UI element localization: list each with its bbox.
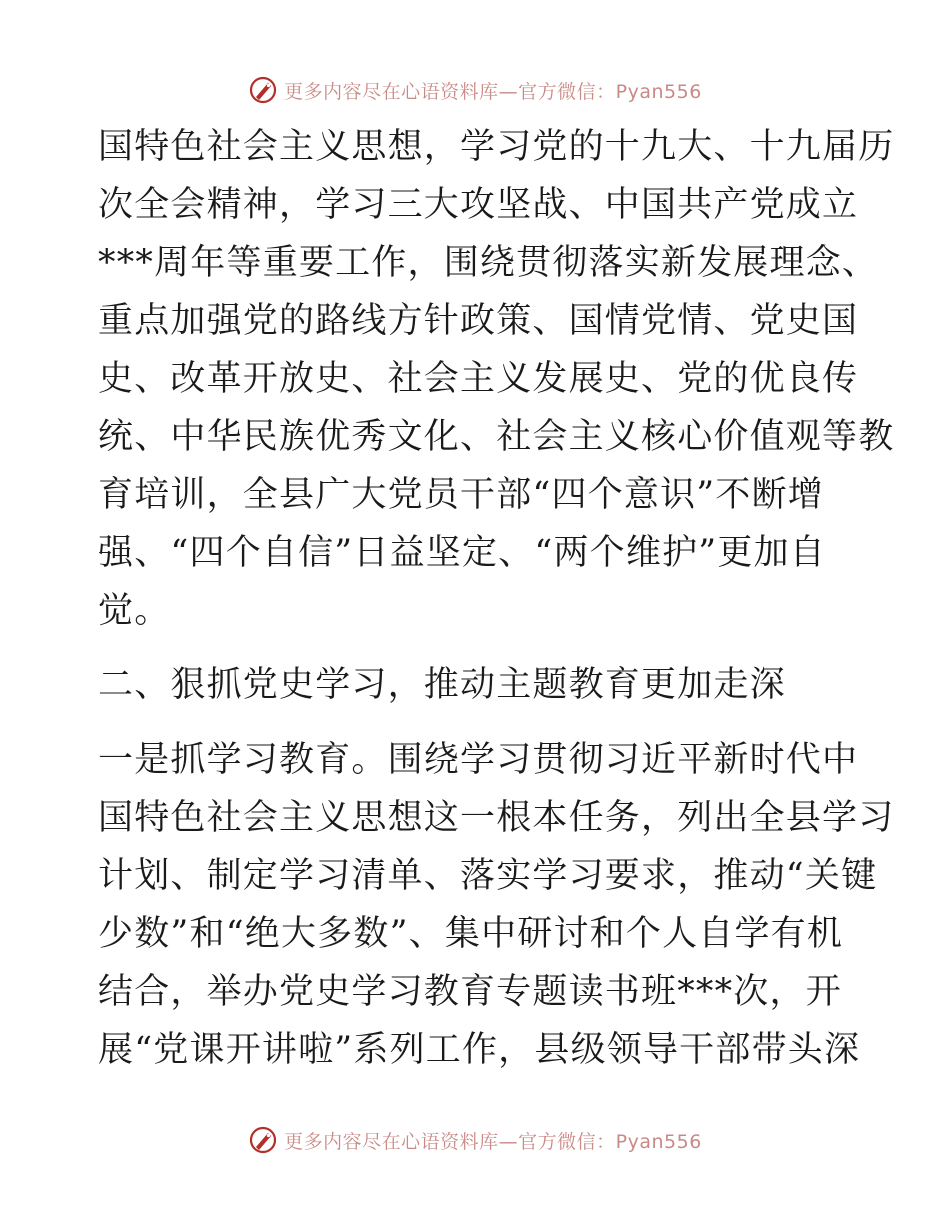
header-watermark bbox=[0, 70, 950, 110]
text-line: 育培训，全县广大党员干部“四个意识”不断增 bbox=[98, 475, 824, 515]
pen-logo-icon bbox=[248, 1125, 278, 1155]
footer-watermark bbox=[0, 1120, 950, 1160]
section-heading: 二、狠抓党史学习，推动主题教育更加走深 bbox=[98, 665, 786, 705]
watermark-text: 更多内容尽在心语资料库—官方微信：Pyan556 bbox=[284, 80, 702, 103]
text-line: 计划、制定学习清单、落实学习要求，推动“关键 bbox=[98, 856, 878, 896]
text-line: 史、改革开放史、社会主义发展史、党的优良传 bbox=[98, 359, 859, 399]
text-line: 少数”和“绝大多数”、集中研讨和个人自学有机 bbox=[98, 914, 844, 954]
text-line: 国特色社会主义思想这一根本任务，列出全县学习 bbox=[98, 798, 895, 838]
text-line: 结合，举办党史学习教育专题读书班***次，开 bbox=[98, 972, 842, 1012]
text-line: 一是抓学习教育。围绕学习贯彻习近平新时代中 bbox=[98, 740, 859, 780]
text-line: 重点加强党的路线方针政策、国情党情、党史国 bbox=[98, 301, 859, 341]
pen-logo-icon bbox=[248, 75, 278, 105]
text-line: 展“党课开讲啦”系列工作，县级领导干部带头深 bbox=[98, 1030, 861, 1070]
text-line: 觉。 bbox=[98, 591, 171, 631]
text-line: 强、“四个自信”日益坚定、“两个维护”更加自 bbox=[98, 533, 826, 573]
text-line: 次全会精神，学习三大攻坚战、中国共产党成立 bbox=[98, 185, 859, 225]
text-line: 国特色社会主义思想，学习党的十九大、十九届历 bbox=[98, 127, 895, 167]
text-line: ***周年等重要工作，围绕贯彻落实新发展理念、 bbox=[98, 243, 879, 283]
watermark-text: 更多内容尽在心语资料库—官方微信：Pyan556 bbox=[284, 1130, 702, 1153]
text-line: 统、中华民族优秀文化、社会主义核心价值观等教 bbox=[98, 417, 895, 457]
